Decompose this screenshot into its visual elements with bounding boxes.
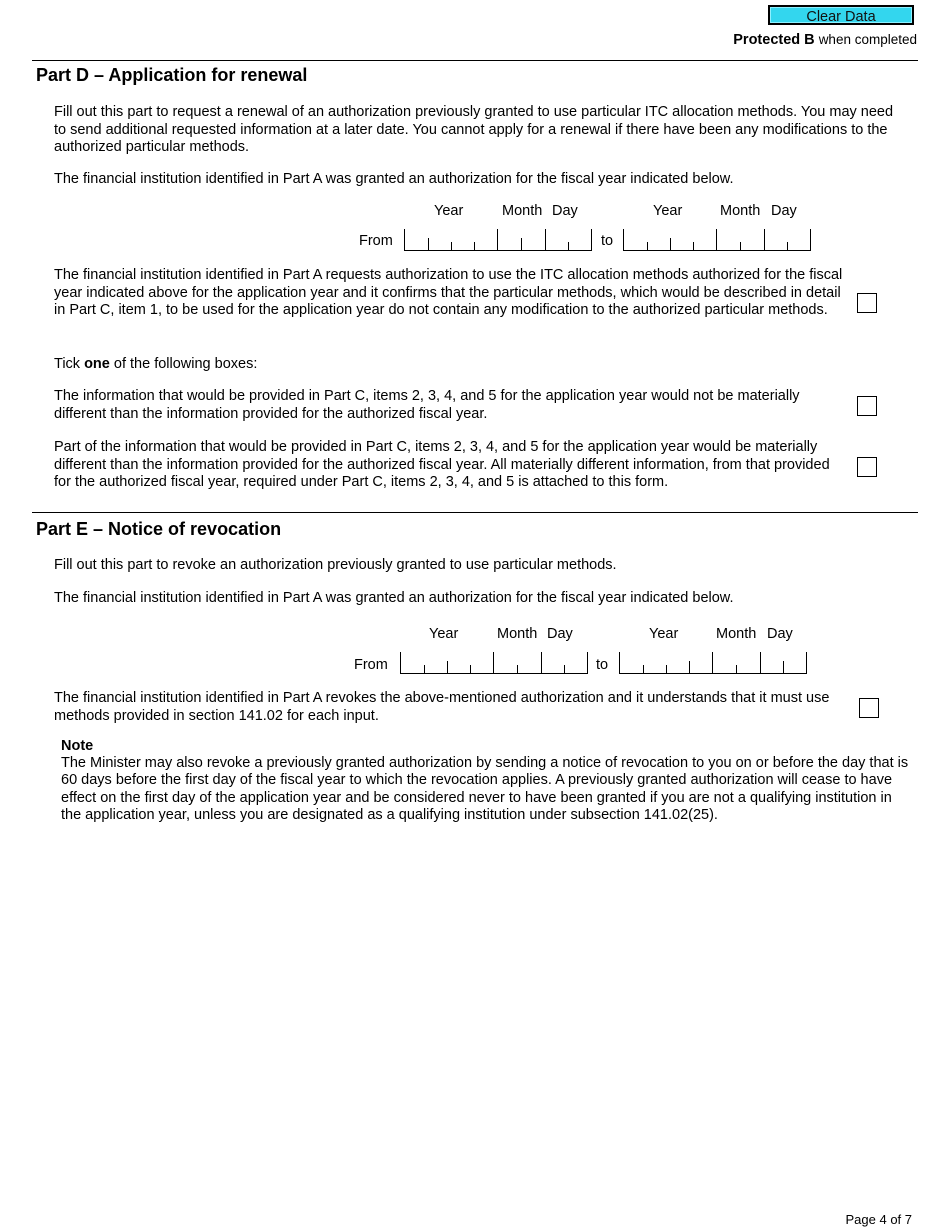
part-e-from-day-label: Day: [547, 626, 573, 642]
part-e-to-day-label: Day: [767, 626, 793, 642]
part-e-revoke-checkbox[interactable]: [859, 698, 879, 718]
part-d-option-1-checkbox[interactable]: [857, 396, 877, 416]
part-d-to-month-label: Month: [720, 203, 761, 219]
divider-part-e: [32, 512, 918, 513]
part-d-request-text: The financial institution identified in Part A requests authorization to use the ITC allocation methods authorized for the fiscal year indicated above for the application year and it confirms that the particular methods, which would be described in detail in Part C, item 1, to be used for the application year do not contain any modification to the authorized particular methods.: [54, 267, 843, 318]
protected-b-rest: when completed: [818, 32, 917, 47]
part-e-from-date-field[interactable]: [400, 652, 588, 674]
part-d-option-1-text: The information that would be provided in Part C, items 2, 3, 4, and 5 for the application year would not be materially different than the information provided for the authorized fiscal year.: [54, 388, 800, 422]
part-d-from-year-label: Year: [434, 203, 464, 219]
part-d-granted: The financial institution identified in Part A was granted an authorization for the fiscal year indicated below.: [54, 171, 734, 187]
part-d-to-date-field[interactable]: [623, 229, 811, 251]
part-d-tick-instruction: [54, 356, 894, 374]
part-d-from-label: From: [359, 233, 393, 249]
part-d-option-2-text: Part of the information that would be provided in Part C, items 2, 3, 4, and 5 for the application year would be materially different than the information provided for the authorized fiscal year. All materially different information, from that provided for the authorized fiscal year, required under Part C, items 2, 3, 4, and 5 is attached to this form.: [54, 439, 830, 490]
part-d-to-label: to: [601, 233, 614, 249]
part-d-to-year-label: Year: [653, 203, 683, 219]
tick-bold: one: [84, 356, 110, 372]
part-d-title: Part D – Application for renewal: [36, 65, 308, 85]
note-text: The Minister may also revoke a previously granted authorization by sending a notice of revocation to you on or before the day that is 60 days before the first day of the fiscal year to which the revocation applies. A previously granted authorization will cease to have effect on the first day of the application year and be considered never to have been granted if you are not a qualifying institution in the application year, unless you are designated as a qualifying institution under subsection 141.02(25).: [61, 755, 909, 823]
part-e-to-year-label: Year: [649, 626, 679, 642]
part-d-from-month-label: Month: [502, 203, 543, 219]
tick-prefix: Tick: [54, 356, 85, 372]
part-e-note: [61, 738, 911, 824]
part-d-option-2-checkbox[interactable]: [857, 457, 877, 477]
protected-b-label: [733, 32, 917, 48]
part-d-request-checkbox[interactable]: [857, 293, 877, 313]
part-d-to-day-label: Day: [771, 203, 797, 219]
part-e-granted: The financial institution identified in Part A was granted an authorization for the fiscal year indicated below.: [54, 590, 734, 606]
part-e-to-month-label: Month: [716, 626, 757, 642]
part-d-from-day-label: Day: [552, 203, 578, 219]
part-e-to-date-field[interactable]: [619, 652, 807, 674]
part-e-revoke-text: The financial institution identified in Part A revokes the above-mentioned authorization and it understands that it must use methods provided in section 141.02 for each input.: [54, 690, 830, 724]
part-d-from-date-field[interactable]: [404, 229, 592, 251]
tick-suffix: of the following boxes:: [109, 356, 258, 372]
part-e-from-month-label: Month: [497, 626, 538, 642]
protected-b-bold: Protected B: [733, 32, 815, 48]
part-e-from-label: From: [354, 657, 388, 673]
part-e-from-year-label: Year: [429, 626, 459, 642]
part-d-intro: Fill out this part to request a renewal of an authorization previously granted to use particular ITC allocation methods. You may need to send additional requested information at a later date. You cannot apply for a renewal if there have been any modifications to the authorized particular methods.: [54, 104, 894, 155]
clear-data-button[interactable]: Clear Data: [768, 5, 914, 25]
page-number: Page 4 of 7: [845, 1212, 912, 1227]
divider-top: [32, 60, 918, 61]
note-title: Note: [61, 738, 94, 754]
part-e-to-label: to: [596, 657, 609, 673]
part-e-title: Part E – Notice of revocation: [36, 519, 282, 539]
part-e-intro: Fill out this part to revoke an authorization previously granted to use particular methods.: [54, 557, 617, 573]
